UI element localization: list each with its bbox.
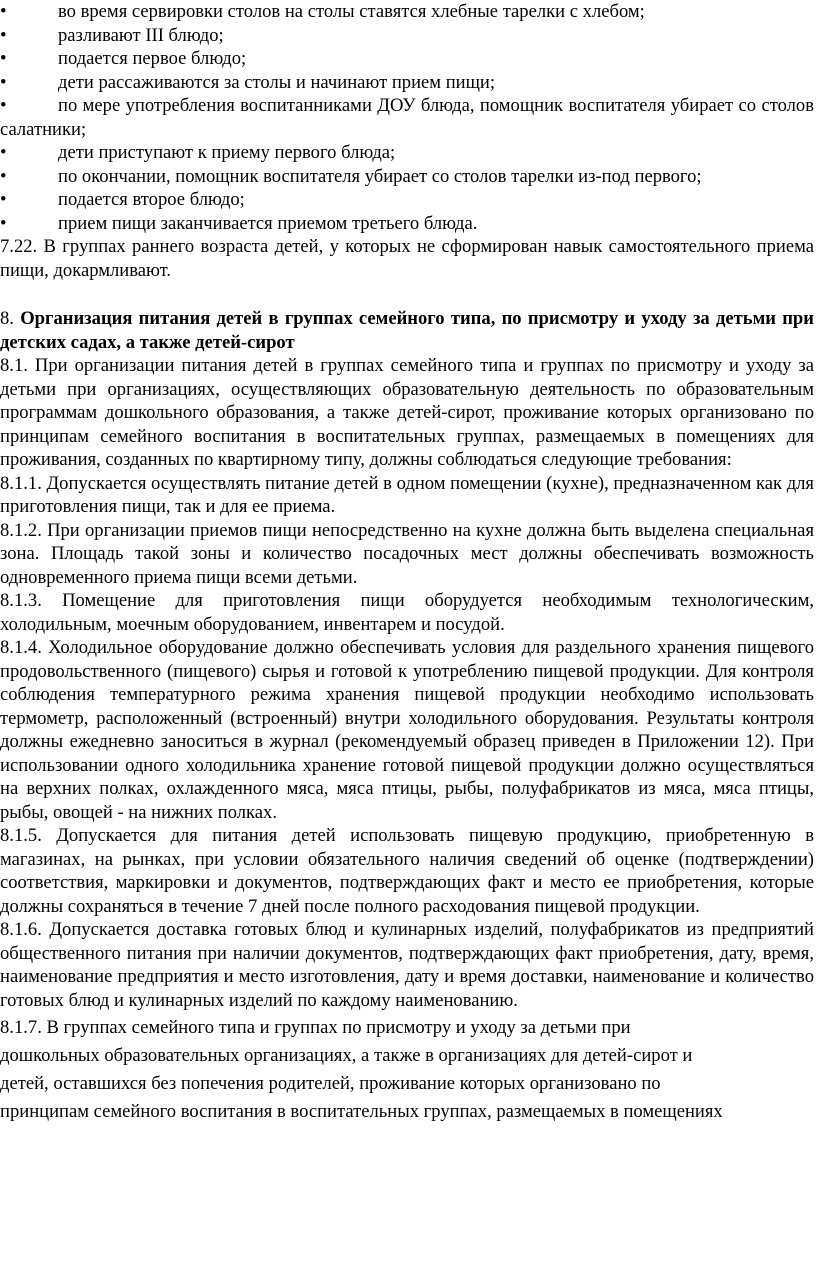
list-item-text: дети приступают к приему первого блюда;: [58, 142, 396, 163]
bullet-mark: •: [0, 142, 7, 163]
list-item: [0, 141, 814, 165]
paragraph-7-22: 7.22. В группах раннего возраста детей, у которых не сформирован навык самостоятельного приема пищи, докармливают.: [0, 236, 814, 281]
blank-line: [0, 282, 814, 307]
list-item-text: подается второе блюдо;: [58, 189, 245, 210]
list-item: [0, 71, 814, 95]
bullet-list: [0, 0, 814, 235]
paragraph-8-1-5: 8.1.5. Допускается для питания детей использовать пищевую продукцию, приобретенную в магазинах, на рынках, при условии обязательного наличия сведений об оценке (подтверждении) соответствия, маркировки и документов, подтверждающих факт и место ее приобретения, которые должны сохраняться в течение 7 дней после полного расходования пищевой продукции.: [0, 825, 814, 917]
list-item-text: во время сервировки столов на столы ставятся хлебные тарелки с хлебом;: [58, 1, 645, 22]
bullet-mark: •: [0, 165, 7, 187]
list-item-text: по мере употребления воспитанниками ДОУ блюда, помощник воспитателя убирает со столов салатники;: [0, 95, 814, 140]
bullet-mark: •: [0, 189, 7, 210]
list-item: [0, 94, 814, 141]
list-item-text: по окончании, помощник воспитателя убирает со столов тарелки из-под первого;: [58, 165, 702, 187]
bullet-mark: •: [0, 71, 7, 93]
bullet-mark: •: [0, 212, 7, 234]
list-item: [0, 47, 814, 71]
section-8-heading: [0, 307, 814, 354]
paragraph-8-1-1: 8.1.1. Допускается осуществлять питание детей в одном помещении (кухне), предназначенном как для приготовления пищи, так и для ее приема.: [0, 472, 814, 517]
paragraph-8-1: 8.1. При организации питания детей в группах семейного типа и группах по присмотру и уходу за детьми при организациях, осуществляющих образовательную деятельность по образовательным программам дошкольного образования, а также детей-сирот, проживание которых организовано по принципам семейного воспитания в воспитательных группах, размещаемых в помещениях для проживания, созданных по квартирному типу, должны соблюдаться следующие требования:: [0, 355, 814, 470]
paragraph-8-1-6: 8.1.6. Допускается доставка готовых блюд и кулинарных изделий, полуфабрикатов из предприятий общественного питания при наличии документов, подтверждающих факт приобретения, дату, время, наименование предприятия и место изготовления, дату и время доставки, наименование и количество готовых блюд и кулинарных изделий по каждому наименованию.: [0, 919, 814, 1011]
list-item-text: дети рассаживаются за столы и начинают прием пищи;: [58, 71, 496, 93]
section-number: 8.: [0, 308, 21, 329]
paragraph-8-1-2: 8.1.2. При организации приемов пищи непосредственно на кухне должна быть выделена специальная зона. Площадь такой зоны и количество посадочных мест должны обеспечивать возможность одновременного приема пищи всеми детьми.: [0, 519, 814, 588]
paragraph-8-1-3: 8.1.3. Помещение для приготовления пищи оборудуется необходимым технологическим, холодильным, моечным оборудованием, инвентарем и посудой.: [0, 590, 814, 635]
list-item-text: разливают III блюдо;: [58, 24, 224, 46]
paragraph-8-1-4: 8.1.4. Холодильное оборудование должно обеспечивать условия для раздельного хранения пищевого продовольственного (пищевого) сырья и готовой к употреблению пищевой продукции. Для контроля соблюдения температурного режима хранения пищевой продукции необходимо использовать термометр, расположенный (встроенный) внутри холодильного оборудования. Результаты контроля должны ежедневно заноситься в журнал (рекомендуемый образец приведен в Приложении 12). При использовании одного холодильника хранение готовой пищевой продукции должно осуществляться на верхних полках, охлажденного мяса, мяса птицы, рыбы, полуфабрикатов из мяса, мяса птицы, рыбы, овощей - на нижних полках.: [0, 637, 814, 823]
bullet-mark: •: [0, 24, 7, 46]
list-item: [0, 212, 814, 236]
list-item: [0, 24, 814, 48]
text-line: принципам семейного воспитания в воспитательных группах, размещаемых в помещениях: [0, 1101, 723, 1122]
list-item-text: подается первое блюдо;: [58, 48, 247, 69]
list-item: [0, 0, 814, 24]
paragraph-8-1-7: [0, 1014, 814, 1126]
bullet-mark: •: [0, 48, 7, 69]
list-item-text: прием пищи заканчивается приемом третьего блюда.: [58, 212, 478, 234]
bullet-mark: •: [0, 1, 7, 22]
text-line: 8.1.7. В группах семейного типа и группах по присмотру и уходу за детьми при: [0, 1017, 631, 1038]
text-line: дошкольных образовательных организациях, а также в организациях для детей-сирот и: [0, 1045, 693, 1066]
bullet-mark: •: [0, 95, 7, 116]
list-item: [0, 165, 814, 189]
list-item: [0, 188, 814, 212]
text-line: детей, оставшихся без попечения родителей, проживание которых организовано по: [0, 1073, 661, 1094]
section-title: Организация питания детей в группах семейного типа, по присмотру и уходу за детьми при детских садах, а также детей-сирот: [0, 308, 814, 353]
